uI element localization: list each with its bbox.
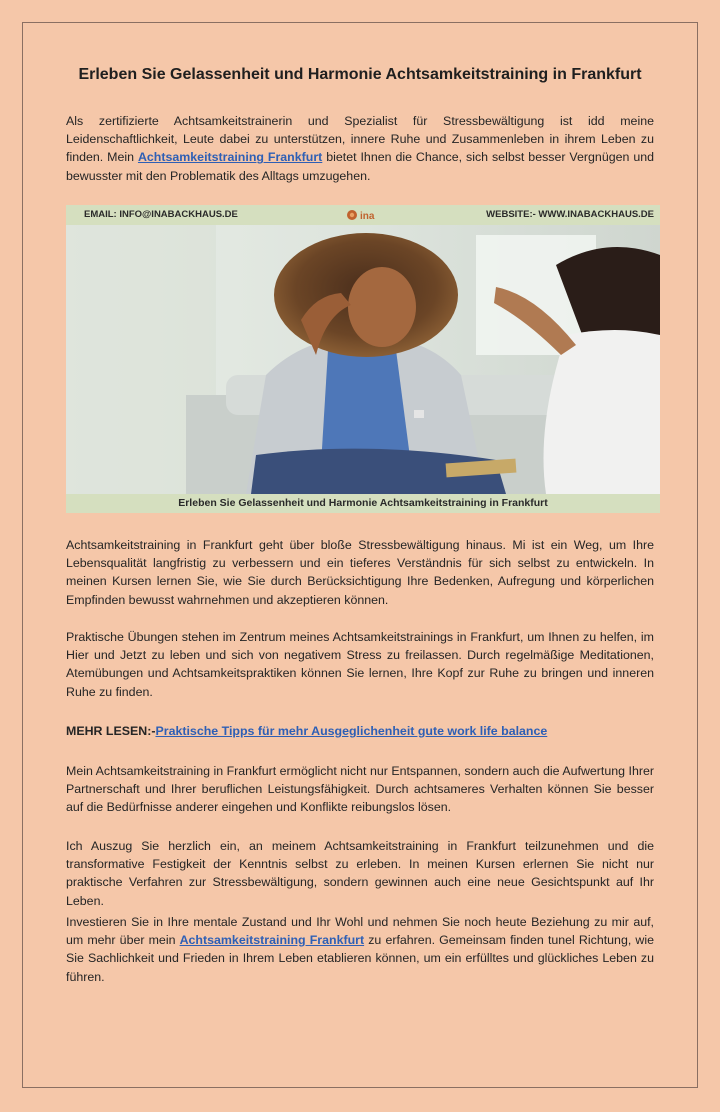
banner-logo-text: ina [360, 211, 375, 222]
mehr-lesen-link[interactable]: Praktische Tipps für mehr Ausgeglichenheit gute work life balance [155, 724, 548, 738]
page-title: Erleben Sie Gelassenheit und Harmonie Achtsamkeitstraining in Frankfurt [78, 66, 642, 83]
intro-text-after: bietet Ihnen die Chance, sich selbst besser Vergnügen und bewusster mit den Problematik des Alltags umzugehen. [66, 150, 654, 183]
paragraph-4-text: Ich Auszug Sie herzlich ein, an meinem Achtsamkeitstraining in Frankfurt teilzunehmen und die transformative Festigkeit der Kenntnis selbst zu erleben. In meinen Kursen erlernen Sie nicht nur praktische Verfahren zur Stressbewältigung, sondern gewinnen auch eine neue Gesichtspunkt auf Ihr Leben. [66, 839, 654, 908]
intro-link[interactable]: Achtsamkeitstraining Frankfurt [137, 150, 323, 165]
intro-paragraph [66, 112, 654, 185]
paragraph-3-text: Mein Achtsamkeitstraining in Frankfurt ermöglicht nicht nur Entspannen, sondern auch die Aufwertung Ihrer Partnerschaft und Ihrer beruflichen Leistungsfähigkeit. Durch achtsameres Verhalten können Sie besser auf die Bedürfnisse anderer eingehen und Konflikte reibungslos lösen. [66, 764, 654, 815]
banner-header [66, 205, 660, 225]
intro-text-before: Als zertifizierte Achtsamkeitstrainerin und Spezialist für Stressbewältigung ist idd meine Leidenschaftlichkeit, Leute dabei zu unterstützen, innere Ruhe und Zusammenleben in ihrem Leben zu finden. Mein [66, 114, 654, 165]
paragraph-1 [66, 536, 654, 609]
paragraph-5-link[interactable]: Achtsamkeitstraining Frankfurt [179, 933, 365, 948]
paragraph-2-text: Praktische Übungen stehen im Zentrum meines Achtsamkeitstrainings in Frankfurt, um Ihnen zu helfen, im Hier und Jetzt zu leben und sich von negativem Stress zu freilassen. Durch regelmäßige Meditationen, Atemübungen und Achtsamkeitspraktiken können Sie lernen, Ihre Kopf zur Ruhe zu bringen und inneren Ruhe zu finden. [66, 630, 654, 699]
paragraph-5 [66, 913, 654, 986]
mehr-lesen-label: MEHR LESEN:- [66, 724, 156, 738]
mehr-lesen-line [66, 722, 654, 740]
paragraph-1-text: Achtsamkeitstraining in Frankfurt geht über bloße Stressbewältigung hinaus. Mi ist ein Weg, um Ihre Lebensqualität langfristig zu verbessern und ein tieferes Verständnis für sich selbst zu entwickeln. In meinen Kursen lernen Sie, wie Sie durch Berücksichtigung Ihre Bedenken, Aufregung und körperlichen Empfinden bewusst wahrnehmen und akzeptieren können. [66, 538, 654, 607]
banner-email: EMAIL: INFO@INABACKHAUS.DE [84, 209, 238, 220]
paragraph-2 [66, 628, 654, 701]
banner-website: WEBSITE:- WWW.INABACKHAUS.DE [486, 209, 654, 220]
paragraph-5-text-after: zu erfahren. Gemeinsam finden tunel Richtung, wie Sie Sachlichkeit und Frieden in Ihrem Leben etablieren können, um ein erfülltes und glückliches Leben zu führen. [66, 933, 654, 984]
banner-image [66, 205, 660, 513]
paragraph-4 [66, 837, 654, 910]
ina-logo-icon [346, 208, 380, 222]
paragraph-5-text-before: Investieren Sie in Ihre mentale Zustand und Ihr Wohl und nehmen Sie noch heute Beziehung zu mir auf, um mehr über mein [66, 915, 654, 948]
consultation-photo [66, 225, 660, 494]
banner-caption: Erleben Sie Gelassenheit und Harmonie Achtsamkeitstraining in Frankfurt [66, 494, 660, 513]
paragraph-3 [66, 762, 654, 817]
